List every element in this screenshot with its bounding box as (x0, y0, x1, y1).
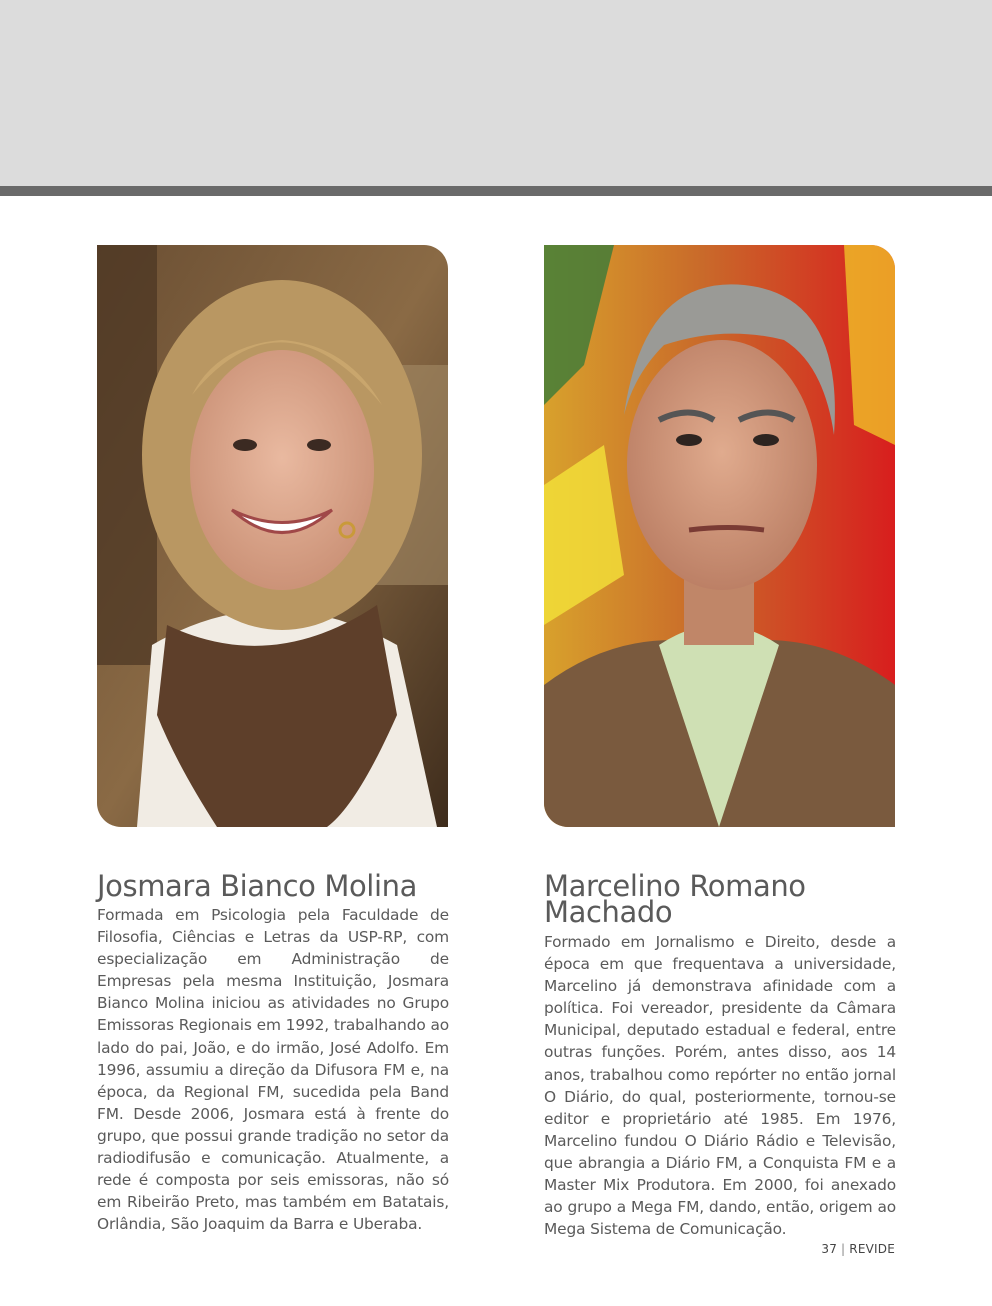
profile-bio: Formado em Jornalismo e Direito, desde a época em que frequentava a universidade, Marcelino já demonstrava afinidade com a política. Foi vereador, presidente da Câmara Municipal, deputado estadual e federal, entre outras funções. Porém, antes disso, aos 14 anos, trabalhou como repórter no então jornal O Diário, do qual, posteriormente, tornou-se editor e proprietário até 1985. Em 1976, Marcelino fundou O Diário Rádio e Televisão, que abrangia a Diário FM, a Conquista FM e a Master Mix Produtora. Em 2000, foi anexado ao grupo a Mega FM, dando, então, origem ao Mega Sistema de Comunicação. (544, 933, 896, 1239)
header-stripe (0, 186, 992, 196)
portrait-josmara-image (97, 245, 448, 827)
portrait-marcelino (544, 245, 895, 827)
header-band (0, 0, 992, 186)
profile-name-line2: Machado (544, 895, 673, 929)
page-number: 37 (821, 1242, 838, 1256)
profile-josmara (97, 869, 449, 1235)
page-folio (821, 1242, 895, 1256)
portrait-marcelino-image (544, 245, 895, 827)
profile-name (544, 869, 896, 929)
profile-name-line1: Marcelino Romano (544, 869, 806, 903)
publication-name: REVIDE (849, 1242, 895, 1256)
portrait-josmara (97, 245, 448, 827)
profile-name: Josmara Bianco Molina (97, 869, 417, 903)
folio-separator: | (841, 1242, 846, 1256)
profile-marcelino (544, 869, 896, 1240)
profile-bio: Formada em Psicologia pela Faculdade de Filosofia, Ciências e Letras da USP-RP, com especialização em Administração de Empresas pela mesma Instituição, Josmara Bianco Molina iniciou as atividades no Grupo Emissoras Regionais em 1992, trabalhando ao lado do pai, João, e do irmão, José Adolfo. Em 1996, assumiu a direção da Difusora FM e, na época, da Regional FM, sucedida pela Band FM. Desde 2006, Josmara está à frente do grupo, que possui grande tradição no setor da radiodifusão e comunicação. Atualmente, a rede é composta por seis emissoras, não só em Ribeirão Preto, mas também em Batatais, Orlândia, São Joaquim da Barra e Uberaba. (97, 906, 449, 1234)
